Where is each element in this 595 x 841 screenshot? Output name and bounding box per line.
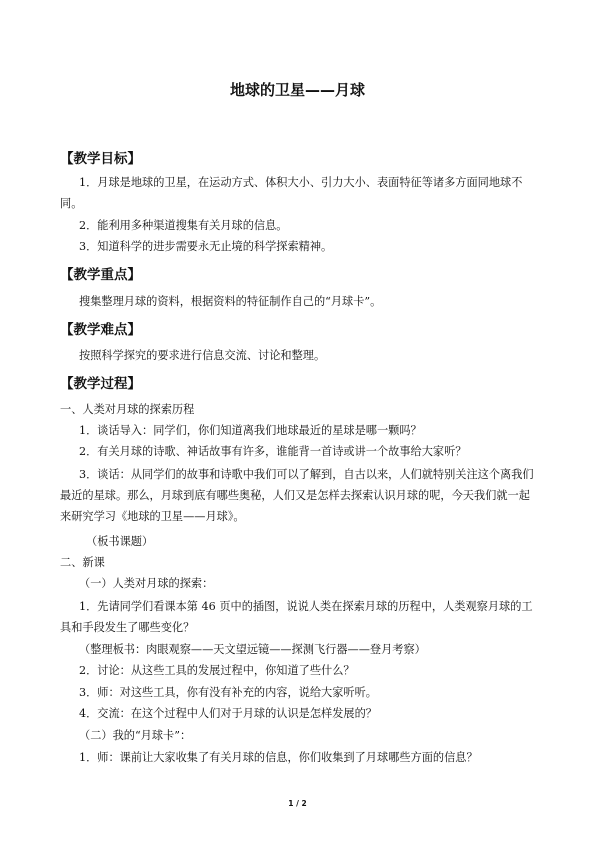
- board-note-1: （板书课题）: [86, 535, 154, 548]
- question-1: 1．先请同学们看课本第 46 页中的插图，说说人类在探索月球的历程中，人类观察月球的工具和手段发生了哪些变化？: [60, 600, 533, 634]
- board-note-2: （整理板书：肉眼观察——天文望远镜——探测飞行器——登月考察）: [79, 643, 426, 656]
- section-heading-difficult: 【教学难点】: [60, 322, 141, 338]
- goal-item-2: 2．能利用多种渠道搜集有关月球的信息。: [79, 219, 288, 232]
- subsection-2: （二）我的“月球卡”：: [79, 729, 192, 742]
- subsection-1: （一）人类对月球的探索：: [79, 577, 214, 590]
- question-3: 3．师：对这些工具，你有没有补充的内容，说给大家听听。: [79, 686, 377, 699]
- process-part1-heading: 一、人类对月球的探索历程: [60, 403, 195, 416]
- section-heading-goals: 【教学目标】: [60, 151, 141, 167]
- key-point-text: 搜集整理月球的资料，根据资料的特征制作自己的“月球卡”。: [79, 295, 382, 308]
- page-number: 1 / 2: [288, 799, 307, 808]
- question-4: 4．交流：在这个过程中人们对于月球的认识是怎样发展的？: [79, 707, 377, 720]
- page-title: 地球的卫星——月球: [229, 81, 365, 99]
- goal-item-1: 1．月球是地球的卫星，在运动方式、体积大小、引力大小、表面特征等诸多方面同地球不同。: [60, 176, 523, 210]
- process-paragraph-1: 1．谈话导入：同学们，你们知道离我们地球最近的星球是哪一颗吗？: [79, 424, 422, 437]
- process-paragraph-3: 3．谈话：从同学们的故事和诗歌中我们可以了解到，自古以来，人们就特别关注这个离我们最近的星球。那么，月球到底有哪些奥秘，人们又是怎样去探索认识月球的呢，今天我们就一起来研究学习《地球的卫星——月球》。: [60, 468, 534, 523]
- section-heading-key: 【教学重点】: [60, 267, 141, 283]
- process-part2-heading: 二、新课: [60, 556, 105, 569]
- difficult-point-text: 按照科学探究的要求进行信息交流、讨论和整理。: [79, 349, 326, 362]
- question-5: 1．师：课前让大家收集了有关月球的信息，你们收集到了月球哪些方面的信息？: [79, 751, 478, 764]
- question-2: 2．讨论：从这些工具的发展过程中，你知道了些什么？: [79, 664, 355, 677]
- section-heading-process: 【教学过程】: [60, 376, 141, 392]
- goal-item-3: 3．知道科学的进步需要永无止境的科学探索精神。: [79, 240, 333, 253]
- process-paragraph-2: 2．有关月球的诗歌、神话故事有许多，谁能背一首诗或讲一个故事给大家听？: [79, 445, 467, 458]
